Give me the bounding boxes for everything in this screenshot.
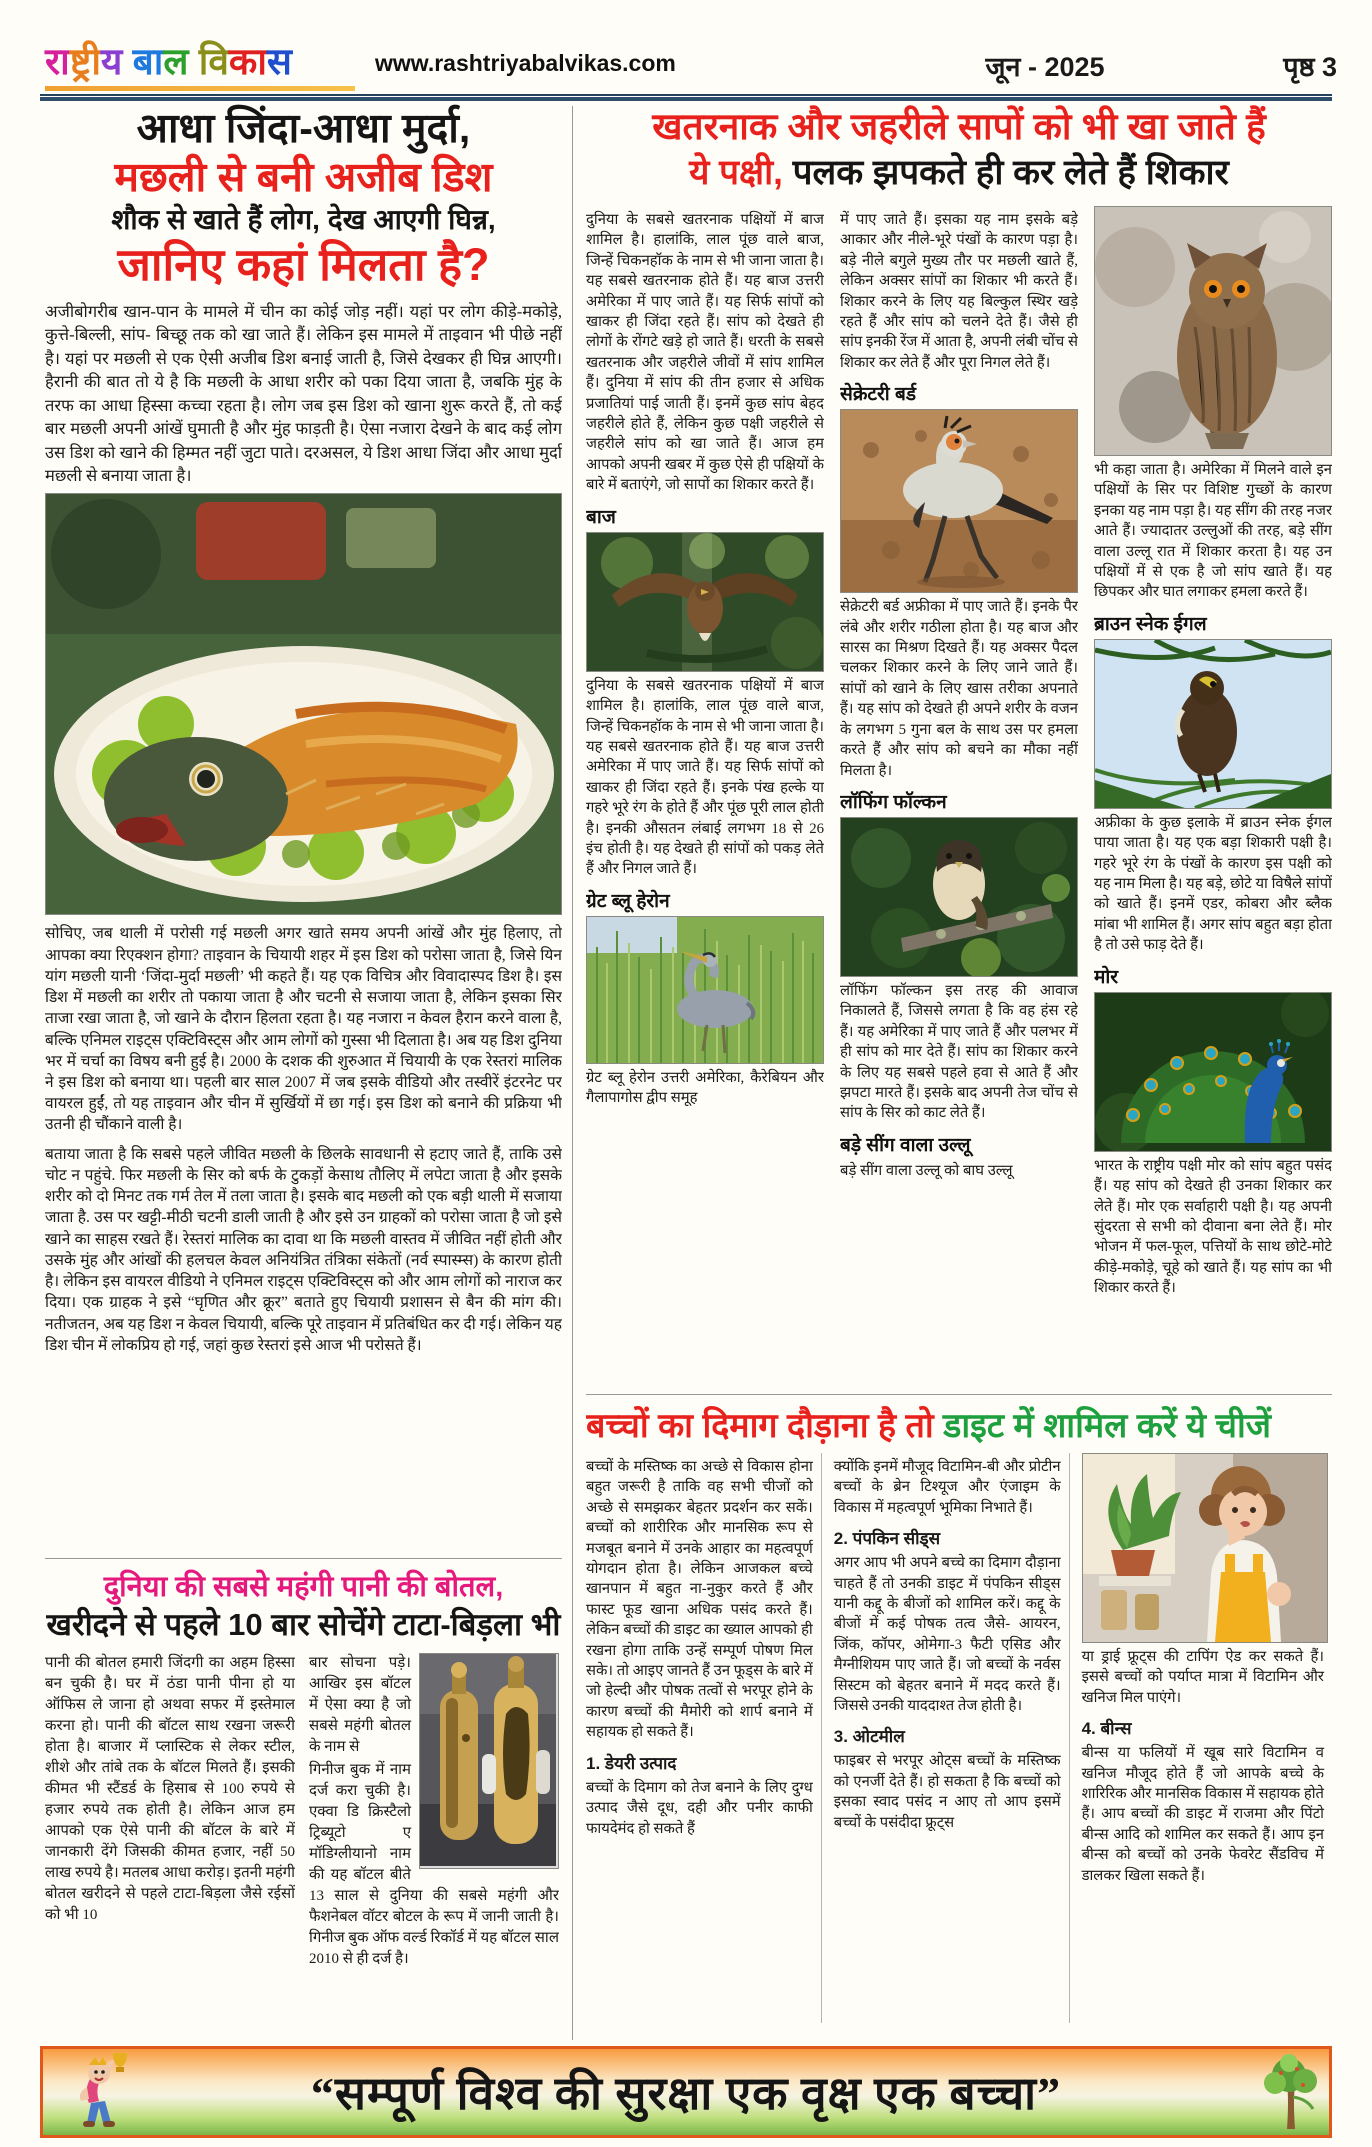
gold-water-bottle-photo — [419, 1653, 559, 1869]
bottle-headline-2: खरीदने से पहले 10 बार सोचेंगे टाटा-बिड़ला भी — [46, 1607, 561, 1642]
fish-headline-2: मछली से बनी अजीब डिश — [114, 154, 493, 200]
oatmeal-continued: या ड्राई फ्रूट्स की टापिंग ऐड कर सकते हैं। इससे बच्चों को पर्याप्त मात्रा में विटामिन और खनिज मिल पाएंगे। — [1081, 1649, 1324, 1706]
great-blue-heron-photo — [586, 916, 824, 1064]
oatmeal-subhead: 3. ओटमील — [833, 1727, 905, 1747]
dairy-text: बच्चों के दिमाग को तेज बनाने के लिए दुग्ध उत्पाद जैसे दूध, दही और पनीर काफी फायदेमंद हो सकते हैं — [586, 1779, 813, 1837]
bottle-para-1: पानी की बोतल हमारी जिंदगी का अहम हिस्सा बन चुकी है। घर में ठंडा पानी पीना हो या ऑफिस ले जाना हो अथवा सफर में इस्तेमाल करना हो। पानी की बॉटल साथ रखना जरूरी होता है। बाजार में प्लास्टिक से लेकर स्टील, शीशे और तांबे तक के बॉटल मिलते हैं। इसकी कीमत भी स्टैंडर्ड के हिसाब से 100 रुपये से हजार रुपये तक होती है। लेकिन आज हम आपको एक ऐसे पानी की बॉटल के बारे में जानकारी देंगे जिसकी कीमत हजार, नहीं 50 लाख रुपये है। मतलब आधा करोड़। इतनी महंगी बोतल खरीदने से पहले टाटा-बिड़ला जैसे रईसों को भी 10 — [45, 1655, 295, 1923]
issue-date: जून - 2025 — [985, 52, 1105, 82]
kids-headline-green: डाइट में शामिल करें ये चीजें — [943, 1407, 1272, 1445]
brown-snake-eagle-text: अफ्रीका के कुछ इलाके में ब्राउन स्नेक ईगल पाया जाता है। यह एक बड़ा शिकारी पक्षी है। गहरे भूरे रंग के पंखों के कारण इस पक्षी को यह नाम मिला है। यह बड़े, छोटे या विषैले सांपों को खाते हैं। इनमें एडर, कोबरा और ब्लैक मांबा भी शामिल हैं। अगर सांप बहुत बड़ा होता है तो उसे फाड़ देते हैं। — [1094, 814, 1332, 954]
bottle-para-2: बार सोचना पड़े। आखिर इस बॉटल में ऐसा क्या है जो सबसे महंगी बोतल के नाम से — [309, 1655, 411, 1755]
girl-eating-photo — [1082, 1453, 1328, 1643]
article-fish-dish — [45, 104, 562, 1556]
bird-column-3 — [1094, 206, 1332, 1392]
hawk-text: दुनिया के सबसे खतरनाक पक्षियों में बाज शामिल है। हालांकि, लाल पूंछ वाले बाज, जिन्हें चिकनहॉक के नाम से भी जाना जाता है। यह सबसे खतरनाक होते हैं। यह बाज उत्तरी अमेरिका में पाए जाते हैं। यह सिर्फ सांपों को खाकर ही जिंदा रहते हैं। इनके पंख हल्के या गहरे भूरे रंग के होते हैं और पूंछ पूरी लाल होती है। इनकी औसतन लंबाई लगभग 18 से 26 इंच होती है। यह देखते ही सांपों को पकड़ लेते हैं और निगल जाते हैं। — [586, 677, 824, 878]
kids-column-3 — [1069, 1453, 1332, 2023]
secretary-bird-text: सेक्रेटरी बर्ड अफ्रीका में पाए जाते हैं। इनके पैर लंबे और शरीर गठीला होता है। यह बाज और सारस का मिश्रण दिखते हैं। यह अक्सर पैदल चलकर शिकार करने के लिए जाने जाते हैं। सांपों को खाने के लिए खास तरीका अपनाते हैं। यह सांप को देखते ही अपने शरीर के वजन के लगभग 5 गुना बल के साथ उस पर हमला करते हैं और सांप को बचने का मौका नहीं मिलता है। — [840, 599, 1078, 779]
bird-intro: दुनिया के सबसे खतरनाक पक्षियों में बाज शामिल है। हालांकि, लाल पूंछ वाले बाज, जिन्हें चिकनहॉक के नाम से भी जाना जाता है। यह सबसे खतरनाक होते हैं। यह बाज उत्तरी अमेरिका में पाए जाते हैं। यह सिर्फ सांपों को खाकर ही जिंदा रहते हैं। सांप को देखते ही लोगों के रोंगटे खड़े हो जाते हैं। धरती के सबसे खतरनाक और जहरीले जीवों में सांप शामिल हैं। दुनिया में सांप की तीन हजार से अधिक प्रजातियां पाई जाती हैं। इनमें कुछ सांप बेहद जहरीले होते हैं, लेकिन कुछ पक्षी जहरीले से जहरीले सांप को खा जाते हैं। आज हम आपको अपनी खबर में कुछ ऐसे ही पक्षियों के बारे में बताएंगे, जो सापों का शिकार करते हैं। — [586, 212, 824, 494]
beans-text: बीन्स या फलियों में खूब सारे विटामिन व खनिज मौजूद होते हैं जो आपके बच्चे के शारिरिक और मानसिक विकास में सहायक होते हैं। आप बच्चों की डाइट में राजमा और पिंटो बीन्स आदि को शामिल कर सकते हैं। आप इन बीन्स को बच्चों को उनके फेवरेट सैंडविच में डालकर खिला सकते हैं। — [1081, 1745, 1324, 1884]
fish-para-2: सोचिए, जब थाली में परोसी गई मछली अगर खाते समय अपनी आंखें और मुंह हिलाए, तो आपका क्या रिएक्शन होगा? ताइवान के चियायी शहर में इस डिश को परोसा जाता है, जिसे यिन यांग मछली यानी ‘जिंदा-मुर्दा मछली’ भी कहते हैं। यह एक विचित्र और विवादास्पद डिश है। इस डिश में मछली का शरीर तो पकाया जाता है और चटनी से सजाया जाता है, लेकिन इसका सिर ताजा रखा जाता है, जो खाने के दौरान हिलता रहता है। यह नजारा न केवल हैरान करने वाला है, बल्कि एनिमल राइट्स एक्टिविस्ट्स और आम लोगों को गुस्सा भी दिलाता है। अब यह डिश दुनिया भर में चर्चा का विषय बनी हुई है। 2000 के दशक की शुरुआत में चियायी के एक रेस्तरां मालिक ने इस डिश को बनाया था। पहली बार साल 2007 में जब इसके वीडियो और तस्वीरें इंटरनेट पर वायरल हुईं, तो यह ताइवान और चीन में सुर्खियों में छा गई। इस डिश को बनाने की प्रक्रिया भी उतनी ही चौंकाने वाली है। — [45, 925, 562, 1134]
peacock-photo — [1094, 992, 1332, 1152]
article-snake-eating-birds — [586, 104, 1332, 1392]
logo-segment: ष्ट्री — [69, 41, 101, 82]
tree-cartoon — [1259, 2051, 1321, 2136]
article-kids-diet — [586, 1394, 1332, 2041]
article-expensive-bottle — [45, 1558, 562, 2041]
oatmeal-text: फाइबर से भरपूर ओट्स बच्चों के मस्तिष्क को एनर्जी देते हैं। हो सकता है कि बच्चों को इसका स्वाद पसंद न आए तो आप इसमें बच्चों के पसंदीदा फ्रूट्स — [833, 1753, 1061, 1831]
peacock-text: भारत के राष्ट्रीय पक्षी मोर को सांप बहुत पसंद हैं। यह सांप को देखते ही उनका शिकार कर लेते हैं। मोर एक सर्वाहारी पक्षी है। यह अपनी सुंदरता से सभी को दीवाना बना लेते हैं। मोर भोजन में फल-फूल, पत्तियों के साथ छोटे-मोटे कीड़े-मकोड़े, चूहे को खाते हैं। यह सांप का भी शिकार करते हैं। — [1094, 1157, 1332, 1297]
masthead — [45, 40, 1337, 92]
kids-column-1 — [586, 1453, 821, 2023]
logo-segment: स — [266, 41, 292, 82]
pumpkin-subhead: 2. पंपकिन सीड्स — [833, 1529, 941, 1549]
logo-underline — [45, 86, 355, 91]
beans-subhead: 4. बीन्स — [1081, 1719, 1132, 1739]
bottle-headline-1: दुनिया की सबसे महंगी पानी की बोतल, — [103, 1571, 504, 1603]
bird-headline-2-red: ये पक्षी, — [689, 153, 793, 192]
pumpkin-text: अगर आप भी अपने बच्चे का दिमाग दौड़ाना चाहते हैं तो उनकी डाइट में पंपकिन सीड्स यानी कद्दू के बीजों को शामिल करें। कद्दू के बीजों में कई पोषक तत्व जैसे- आयरन, जिंक, कॉपर, ओमेगा-3 फैटी एसिड और मैग्नीशियम पाए जाते हैं। जो बच्चों के नर्वस सिस्टम को बेहतर बनाने में मदद करते हैं। जिससे उनकी याददाश्त तेज होती है। — [833, 1555, 1061, 1715]
fish-headline-4: जानिए कहां मिलता है? — [117, 239, 490, 290]
kids-column-2 — [821, 1453, 1069, 2023]
horned-owl-subhead: बड़े सींग वाला उल्लू — [840, 1134, 971, 1156]
hawk-photo — [586, 532, 824, 672]
footer-banner — [40, 2046, 1332, 2138]
logo-segment: का — [228, 41, 267, 82]
bird-headline-1: खतरनाक और जहरीले सापों को भी खा जाते हैं — [652, 106, 1266, 147]
horned-owl-lead: बड़े सींग वाला उल्लू को बाघ उल्लू — [840, 1162, 1013, 1179]
bird-headline-2-black: पलक झपकते ही कर लेते हैं शिकार — [792, 153, 1229, 192]
trophy-kid-cartoon — [61, 2051, 139, 2136]
laughing-falcon-text: लॉफिंग फॉल्कन इस तरह की आवाज निकालते हैं, जिससे लगता है कि वह हंस रहे हैं। यह अमेरिका में पाए जाते हैं और पलभर में ही सांप को मार देते हैं। सांप का शिकार करने के लिए यह सबसे पहले हवा से आते हैं और झपटा मारते हैं। इसके बाद अपनी तेज चोंच से सांप के सिर को काट लेते हैं। — [840, 982, 1078, 1122]
logo-segment: बा — [132, 41, 164, 82]
bird-columns — [586, 206, 1332, 1392]
bird-headline-2 — [586, 150, 1332, 196]
brown-snake-eagle-subhead: ब्राउन स्नेक ईगल — [1094, 613, 1207, 635]
hawk-subhead: बाज — [586, 506, 616, 528]
secretary-bird-subhead: सेक्रेटरी बर्ड — [840, 384, 916, 406]
fish-headline-3: शौक से खाते हैं लोग, देख आएगी घिन्न, — [111, 204, 496, 235]
footer-slogan: “सम्पूर्ण विश्व की सुरक्षा एक वृक्ष एक बच्चा” — [310, 2068, 1062, 2119]
heron-text: ग्रेट ब्लू हेरोन उत्तरी अमेरिका, कैरेबियन और गैलापागोस द्वीप समूह — [586, 1069, 824, 1107]
kids-intro: बच्चों के मस्तिष्क का अच्छे से विकास होना बहुत जरूरी है ताकि वह सभी चीजों को अच्छे से समझकर बेहतर प्रदर्शन कर सकें। बच्चों को शारीरिक और मानसिक रूप से मजबूत बनाने में उनके आहार का महत्वपूर्ण योगदान होता है। लेकिन आजकल बच्चे खानपान में बहुत ना-नुकुर करते हैं और फास्ट फूड खाना अधिक पसंद करते हैं। लेकिन बच्चों की डाइट का ख्याल आपको ही रखना होगा ताकि उन्हें सम्पूर्ण पोषण मिल सके। तो आइए जानते हैं उन फूड्स के बारे में जो हेल्दी और पोषक तत्वों से भरपूर होने के कारण बच्चों की मैमोरी को शार्प बनाने में सहायक हो सकते हैं। — [586, 1459, 813, 1741]
peacock-subhead: मोर — [1094, 966, 1119, 988]
fish-para-3: बताया जाता है कि सबसे पहले जीवित मछली के छिलके सावधानी से हटाए जाते हैं, ताकि उसे चोट न पहुंचे. फिर मछली के सिर को बर्फ के टुकड़ों केसाथ तौलिए में लपेटा जाता है और इसके शरीर को दो मिनट तक गर्म तेल में तला जाता है। इसके बाद मछली को एक बड़ी थाली में सजाया जाता है. उस पर खट्टी-मीठी चटनी डाली जाती है और इसे उन ग्राहकों को परोसा जाता है जो इसे खाने का साहस रखते हैं। रेस्तरां मालिक का दावा था कि मछली वास्तव में जीवित नहीं होती और उसके मुंह और आंखों की हलचल केवल अनियंत्रित तंत्रिका संकेतों (नर्व स्पास्म्स) के कारण होती है। लेकिन इस वायरल वीडियो ने एनिमल राइट्स एक्टिविस्ट्स को और आम लोगों को नाराज कर दिया। एक ग्राहक ने इसे “घृणित और क्रूर” बताते हुए चियायी प्रशासन से बैन की मांग की। नतीजतन, अब यह डिश न केवल चियायी, बल्कि पूरे ताइवान में प्रतिबंधित कर दी गई। लेकिन यह डिश चीन में लोकप्रिय हो गई, जहां कुछ रेस्तरां इसे आज भी परोसते हैं। — [45, 1145, 562, 1354]
kids-headline-red: बच्चों का दिमाग दौड़ाना है तो — [586, 1407, 944, 1445]
column-divider — [572, 106, 573, 2040]
fish-dish-photo — [45, 493, 562, 915]
logo-segment: वि — [198, 41, 229, 82]
website-url: www.rashtriyabalvikas.com — [375, 50, 676, 76]
newspaper-logo — [45, 40, 292, 84]
horned-owl-text: भी कहा जाता है। अमेरिका में मिलने वाले इन पक्षियों के सिर पर विशिष्ट गुच्छों के कारण इनका यह नाम पड़ा है। यह सींग की तरह नजर आते हैं। ज्यादातर उल्लुओं की तरह, बड़े सींग वाला उल्लू रात में शिकार करता है। यह उन पक्षियों में से एक है जो सांप खाते हैं। यह छिपकर और घात लगाकर हमला करते हैं। — [1094, 462, 1332, 601]
bottle-columns — [45, 1651, 562, 2041]
bottle-para-3: गिनीज बुक में नाम दर्ज करा चुकी है। एक्वा डि क्रिस्टैलो ट्रिब्यूटो ए मॉडिग्लीयानो नाम की यह बॉटल बीते 13 साल से दुनिया की सबसे महंगी और फैशनेबल वॉटर बोटल के रूप में जानी जाती है। गिनीज बुक ऑफ वर्ल्ड रिकॉर्ड में यह बॉटल साल 2010 से ही दर्ज है। — [309, 1762, 559, 1967]
heron-subhead: ग्रेट ब्लू हेरोन — [586, 890, 670, 912]
horned-owl-photo — [1094, 206, 1332, 456]
fish-para-1: अजीबोगरीब खान-पान के मामले में चीन का कोई जोड़ नहीं। यहां पर लोग कीड़े-मकोड़े, कुत्ते-बिल्ली, सांप- बिच्छू तक को खा जाते हैं। लेकिन इस मामले में ताइवान भी पीछे नहीं है। यहां पर मछली से एक ऐसी अजीब डिश बनाई जाती है, जिसे देखकर ही घिन्न आएगी। हैरानी की बात तो ये है कि मछली के आधा शरीर को पका दिया जाता है, जबकि मुंह के तरफ का आधा हिस्सा कच्चा रहता है। लोग जब इस डिश को खाना शुरू करते हैं, तो कई बार मछली अपनी आंखें घुमाती है और मुंह फाड़ती है। ऐसा नजारा देखने के बाद कई लोग उस डिश को खाने की हिम्मत नहीं जुटा पाते। दरअसल, ये डिश आधा जिंदा और आधा मुर्दा मछली से बनाया जाता है। — [45, 302, 562, 485]
bird-column-2 — [840, 206, 1078, 1392]
logo-segment: ल — [163, 41, 199, 82]
kids-headline — [586, 1405, 1332, 1447]
logo-segment: रा — [45, 41, 70, 82]
fish-headline-1: आधा जिंदा-आधा मुर्दा, — [136, 105, 471, 151]
secretary-bird-photo — [840, 409, 1078, 593]
logo-segment: य — [100, 41, 133, 82]
kids-columns — [586, 1453, 1332, 2023]
brown-snake-eagle-photo — [1094, 639, 1332, 809]
dairy-subhead: 1. डेयरी उत्पाद — [586, 1753, 677, 1773]
laughing-falcon-photo — [840, 817, 1078, 977]
header-rule — [40, 94, 1332, 103]
bottle-column-1 — [45, 1651, 295, 2041]
laughing-falcon-subhead: लॉफिंग फॉल्कन — [840, 791, 947, 813]
page-number: पृष्ठ 3 — [1283, 52, 1337, 82]
dairy-continued: क्योंकि इनमें मौजूद विटामिन-बी और प्रोटीन बच्चों के ब्रेन टिश्यूज और एंजाइम के विकास में महत्वपूर्ण भूमिका निभाते हैं। — [833, 1459, 1061, 1516]
bird-column-1 — [586, 206, 824, 1392]
bottle-column-2 — [309, 1651, 559, 2041]
heron-continued: में पाए जाते हैं। इसका यह नाम इसके बड़े आकार और नीले-भूरे पंखों के कारण पड़ा है। बड़े नीले बगुले मुख्य तौर पर मछली खाते हैं, लेकिन अक्सर सांपों का शिकार भी करते हैं। शिकार करने के लिए यह बिल्कुल स्थिर खड़े रहते हैं और सांप को चलने देते हैं। जैसे ही सांप इनकी रेंज में आता है, अपनी लंबी चोंच से शिकार कर लेते हैं और पूरा निगल लेते हैं। — [840, 212, 1078, 371]
